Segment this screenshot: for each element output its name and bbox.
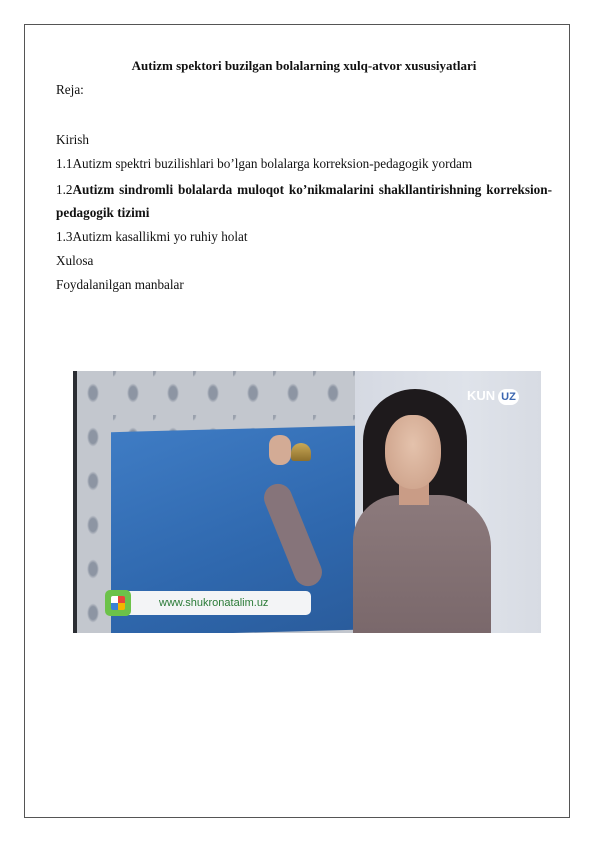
kun-uz-logo [467,387,519,405]
photo-dark-edge [73,371,77,633]
toc-item-1-1: 1.1Autizm spektri buzilishlari bo’lgan bolalarga korreksion-pedagogik yordam [56,156,473,171]
toc-item-1-3: 1.3Autizm kasallikmi yo ruhiy holat [56,229,248,244]
photo-teacher-with-bell [73,371,541,633]
document-title: Autizm spektori buzilgan bolalarning xulq-atvor xususiyatlari [131,58,477,73]
photo-face [385,415,441,489]
toc-item-1-2 [56,178,552,224]
watermark-url: www.shukronatalim.uz [159,597,269,609]
toc-item-1-2-text: Autizm sindromli bolalarda muloqot ko’nikmalarini shakllantirishning korreksion-pedagogik tizimi [56,182,552,220]
toc-item-1-2-number: 1.2 [56,182,73,197]
toc-conclusion: Xulosa [56,253,94,268]
photo-sweater [353,495,491,633]
app-icon-glyph [111,596,125,610]
logo-badge: UZ [498,389,519,405]
app-icon [105,590,131,616]
plan-label: Reja: [56,82,84,97]
bell-icon [291,443,311,461]
logo-text: KUN [467,388,496,403]
toc-intro: Kirish [56,132,89,147]
toc-references: Foydalanilgan manbalar [56,277,184,292]
photo-hand [269,435,291,465]
